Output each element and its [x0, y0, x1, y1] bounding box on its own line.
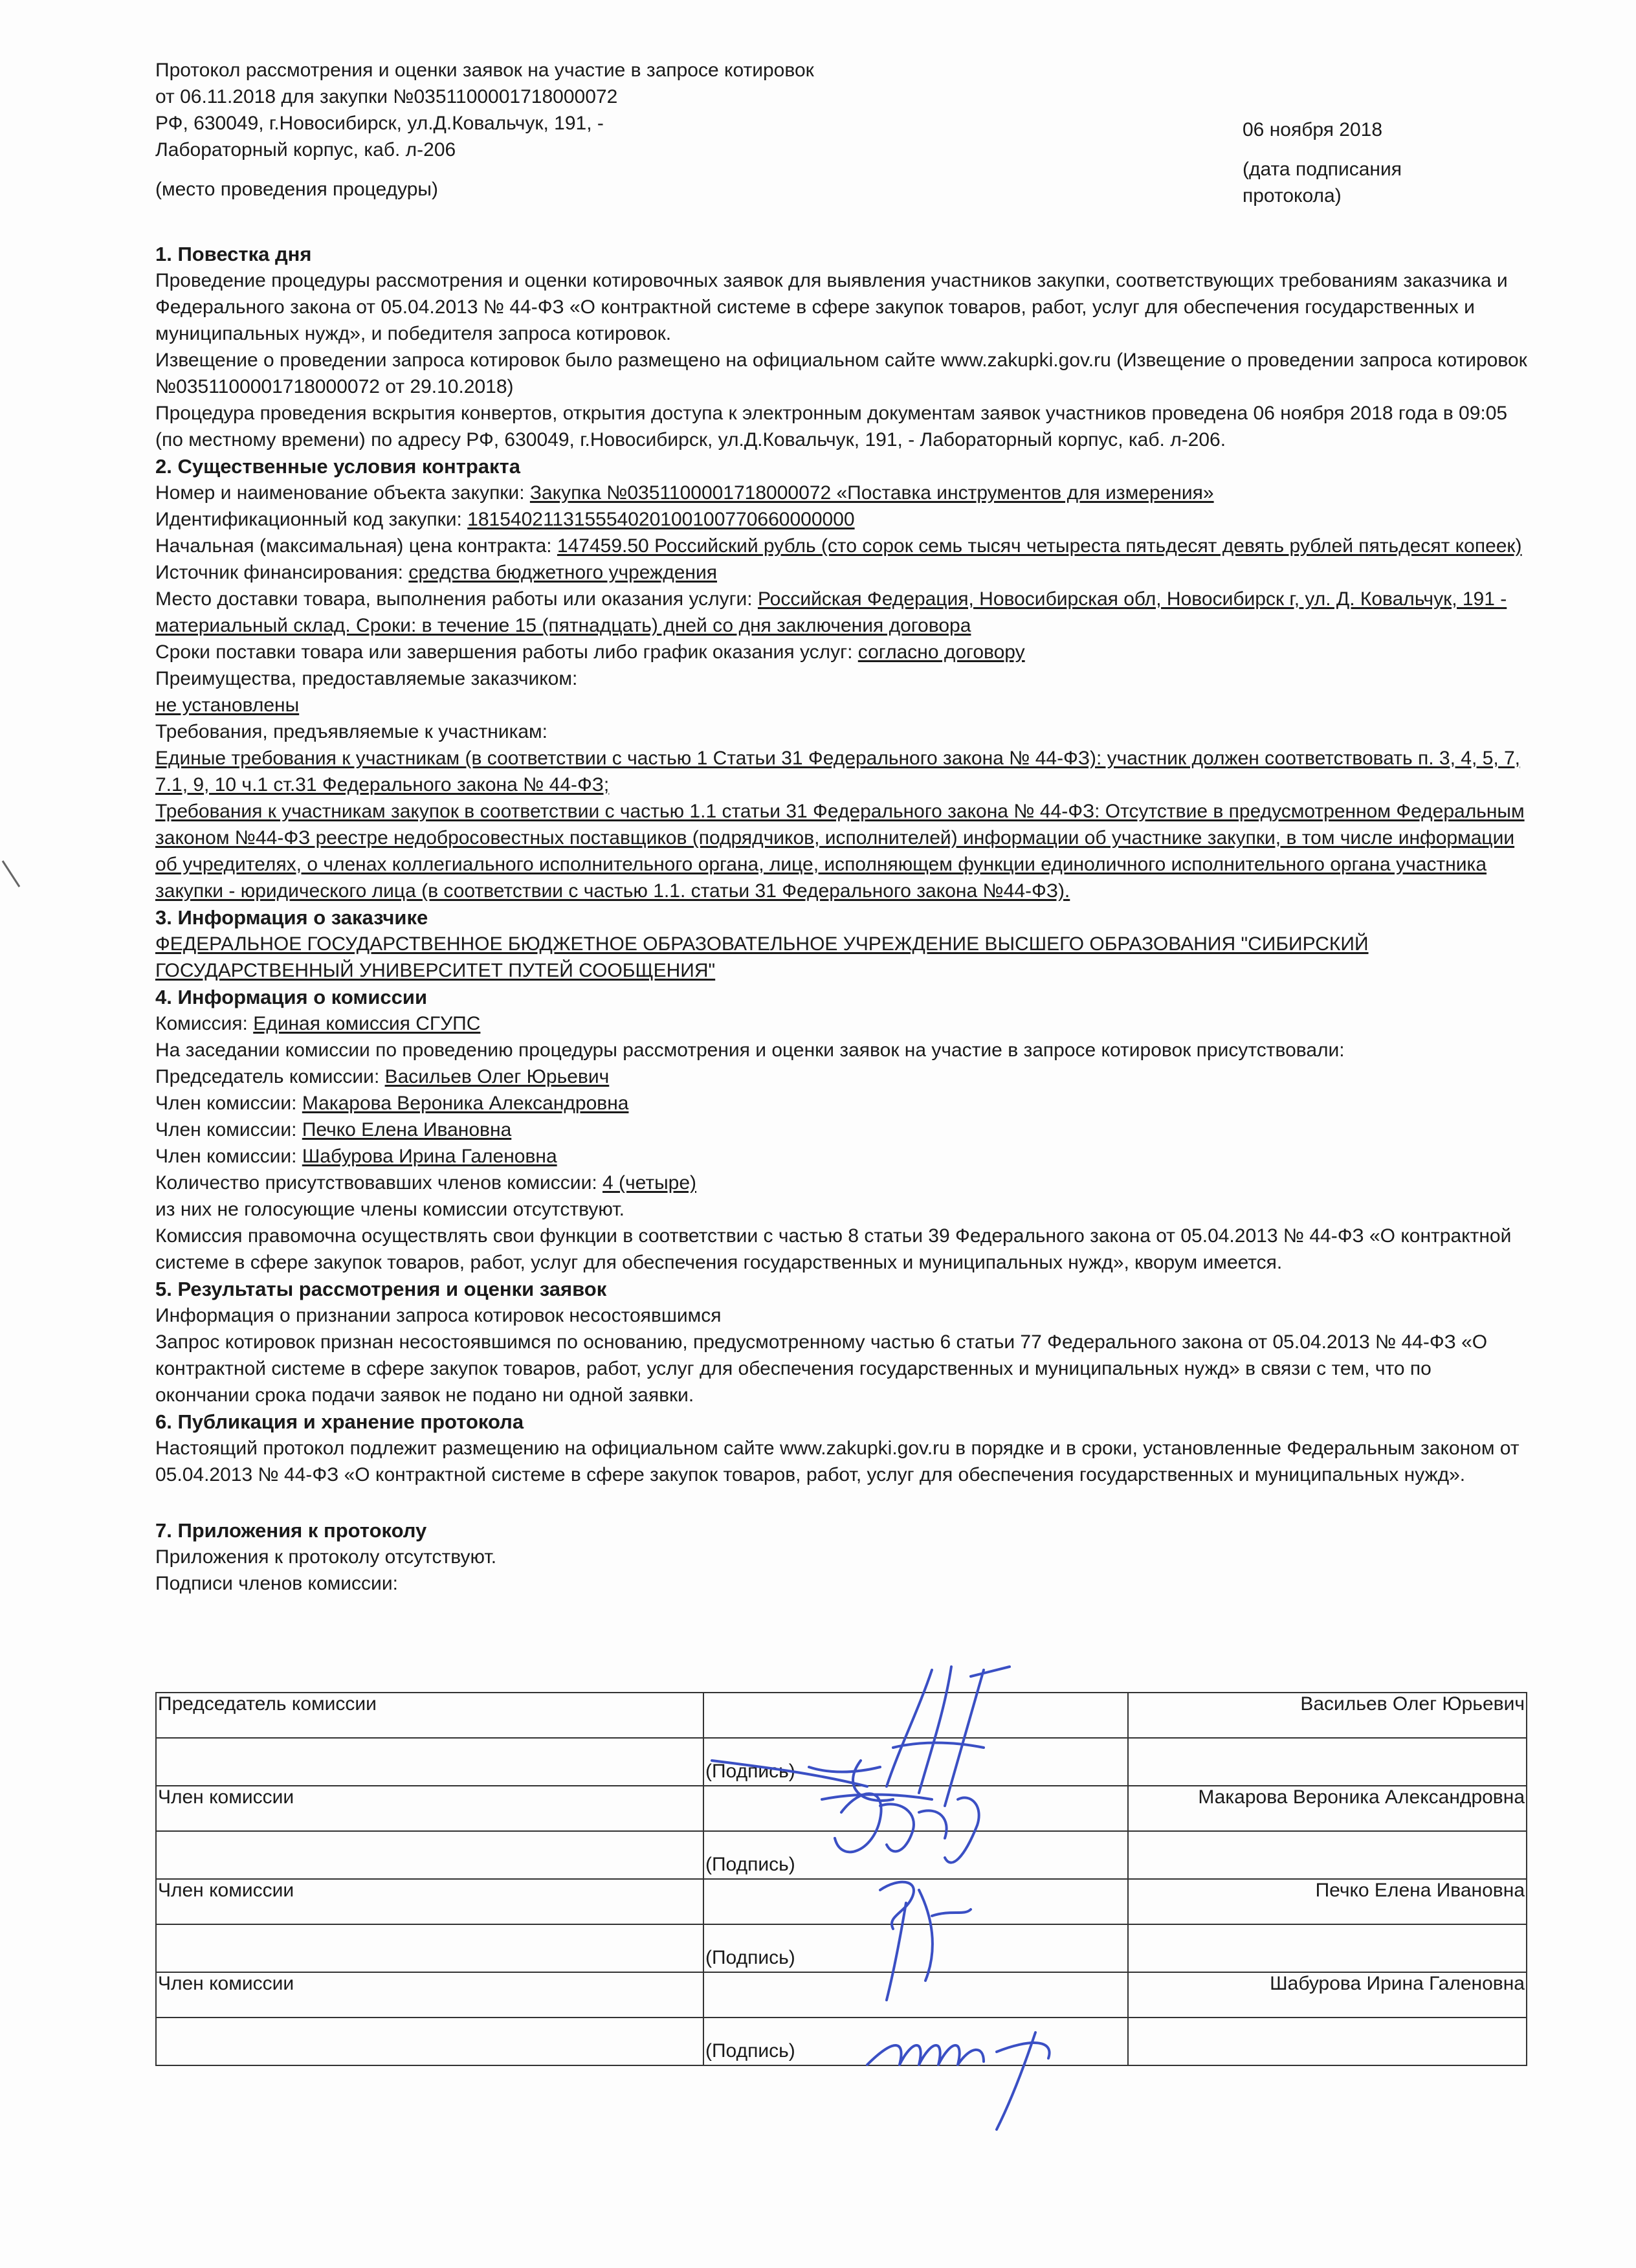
- paragraph: Запрос котировок признан несостоявшимся по основанию, предусмотренному частью 6 статьи 77 Федерального закона от 05.04.2013 № 44-ФЗ «О контрактной системе в сфере закупок товаров, работ, услуг для обеспечения государственных и муниципальных нужд» в связи с тем, что по окончании срока подачи заявок не подано ни одной заявки.: [155, 1331, 1488, 1406]
- paragraph: Информация о признании запроса котировок несостоявшимся: [155, 1305, 722, 1326]
- signature-field-row: [156, 2018, 1527, 2065]
- paragraph: Комиссия правомочна осуществлять свои функции в соответствии с частью 8 статьи 39 Федерального закона от 05.04.2013 № 44-ФЗ «О контрактной системе в сфере закупок товаров, работ, услуг для обеспечения государственных и муниципальных нужд», кворум имеется.: [155, 1225, 1512, 1273]
- protocol-header: [155, 57, 997, 203]
- paragraph: из них не голосующие члены комиссии отсутствуют.: [155, 1199, 625, 1220]
- paragraph: Приложения к протоколу отсутствуют.: [155, 1546, 497, 1568]
- member-row: [155, 1063, 1527, 1090]
- role-cell: Член комиссии: [156, 1786, 703, 1831]
- member-row: [155, 1090, 1527, 1117]
- place-caption: (место проведения процедуры): [155, 179, 438, 200]
- requirement: Требования к участникам закупок в соответствии с частью 1.1 статьи 31 Федерального закона № 44-ФЗ: Отсутствие в предусмотренном Федеральным законом №44-ФЗ реестре недобросовестных поставщиков (подрядчиков, исполнителей) информации об участнике закупки, в том числе информации об учредителях, о членах коллегиального исполнительного органа, лице, исполняющем функции единоличного исполнительного органа участника закупки - юридического лица (в соответствии с частью 1.1. статьи 31 Федерального закона №44-ФЗ).: [155, 801, 1525, 902]
- signing-date: 06 ноября 2018: [1243, 119, 1383, 140]
- empty-cell: [1128, 1738, 1527, 1786]
- scan-mark-line: [3, 861, 19, 887]
- member-role: Член комиссии:: [155, 1119, 302, 1140]
- paragraph: Проведение процедуры рассмотрения и оценки котировочных заявок для выявления участников закупки, соответствующих требованиям заказчика и Федерального закона от 05.04.2013 № 44-ФЗ «О контрактной системе в сфере закупок товаров, работ, услуг для обеспечения государственных и муниципальных нужд», и победителя запроса котировок.: [155, 270, 1508, 344]
- signature-role-row: [156, 1786, 1527, 1831]
- protocol-title-line: от 06.11.2018 для закупки №0351100001718000072: [155, 86, 618, 107]
- protocol-address-line: РФ, 630049, г.Новосибирск, ул.Д.Ковальчук, 191, -: [155, 113, 604, 134]
- field-value: не установлены: [155, 695, 300, 716]
- member-name: Шабурова Ирина Галеновна: [302, 1146, 557, 1167]
- signature-label: (Подпись): [703, 1738, 1128, 1786]
- signature-field-row: [156, 1831, 1527, 1879]
- empty-cell: [1128, 2018, 1527, 2065]
- field-value: Закупка №0351100001718000072 «Поставка инструментов для измерения»: [529, 482, 1214, 504]
- signature-label: (Подпись): [703, 2018, 1128, 2065]
- empty-cell: [703, 1879, 1128, 1924]
- field-label: Комиссия:: [155, 1013, 254, 1034]
- name-cell: Шабурова Ирина Галеновна: [1128, 1972, 1527, 2018]
- name-cell: Васильев Олег Юрьевич: [1128, 1693, 1527, 1738]
- field-label: Идентификационный код закупки:: [155, 509, 468, 530]
- section-title: 6. Публикация и хранение протокола: [155, 1410, 524, 1433]
- member-role: Член комиссии:: [155, 1093, 302, 1114]
- paragraph: Процедура проведения вскрытия конвертов, открытия доступа к электронным документам заявок участников проведена 06 ноября 2018 года в 09:05 (по местному времени) по адресу РФ, 630049, г.Новосибирск, ул.Д.Ковальчук, 191, - Лабораторный корпус, каб. л-206.: [155, 403, 1508, 450]
- member-name: Васильев Олег Юрьевич: [384, 1066, 610, 1087]
- member-row: [155, 1117, 1527, 1143]
- field-label: Требования, предъявляемые к участникам:: [155, 721, 548, 742]
- section-title: 7. Приложения к протоколу: [155, 1519, 427, 1542]
- field-row: [155, 1170, 1527, 1196]
- field-value: 147459.50 Российский рубль (сто сорок семь тысяч четыреста пятьдесят девять рублей пятьдесят копеек): [557, 535, 1522, 557]
- field-value: средства бюджетного учреждения: [408, 562, 717, 583]
- field-value: Единая комиссия СГУПС: [253, 1013, 481, 1034]
- field-value: 4 (четыре): [602, 1172, 696, 1194]
- signature-field-row: [156, 1924, 1527, 1972]
- field-label: Номер и наименование объекта закупки:: [155, 482, 530, 504]
- empty-cell: [156, 1831, 703, 1879]
- signature-table: [155, 1692, 1527, 2066]
- empty-cell: [156, 2018, 703, 2065]
- paragraph: Извещение о проведении запроса котировок было размещено на официальном сайте www.zakupki.gov.ru (Извещение о проведении запроса котировок №0351100001718000072 от 29.10.2018): [155, 350, 1527, 397]
- date-block: [1243, 117, 1488, 209]
- empty-cell: [156, 1924, 703, 1972]
- field-label: Начальная (максимальная) цена контракта:: [155, 535, 557, 557]
- field-row: [155, 506, 1527, 533]
- role-cell: Член комиссии: [156, 1879, 703, 1924]
- paragraph: На заседании комиссии по проведению процедуры рассмотрения и оценки заявок на участие в запросе котировок присутствовали:: [155, 1040, 1345, 1061]
- paragraph: Настоящий протокол подлежит размещению на официальном сайте www.zakupki.gov.ru в порядке и в сроки, установленные Федеральным законом от 05.04.2013 № 44-ФЗ «О контрактной системе в сфере закупок товаров, работ, услуг для обеспечения государственных и муниципальных нужд».: [155, 1438, 1520, 1485]
- name-cell: Печко Елена Ивановна: [1128, 1879, 1527, 1924]
- section-title: 2. Существенные условия контракта: [155, 455, 520, 478]
- field-label: Источник финансирования:: [155, 562, 409, 583]
- member-role: Член комиссии:: [155, 1146, 302, 1167]
- customer-name: ФЕДЕРАЛЬНОЕ ГОСУДАРСТВЕННОЕ БЮДЖЕТНОЕ ОБРАЗОВАТЕЛЬНОЕ УЧРЕЖДЕНИЕ ВЫСШЕГО ОБРАЗОВАНИЯ "СИБИРСКИЙ ГОСУДАРСТВЕННЫЙ УНИВЕРСИТЕТ ПУТЕЙ СООБЩЕНИЯ": [155, 933, 1369, 981]
- field-row: [155, 639, 1527, 665]
- empty-cell: [1128, 1831, 1527, 1879]
- field-row: [155, 480, 1527, 506]
- protocol-title-line: Протокол рассмотрения и оценки заявок на участие в запросе котировок: [155, 60, 814, 81]
- signature-role-row: [156, 1972, 1527, 2018]
- field-label: Место доставки товара, выполнения работы или оказания услуги:: [155, 588, 758, 610]
- field-row: [155, 1010, 1527, 1037]
- section-title: 1. Повестка дня: [155, 243, 312, 265]
- empty-cell: [156, 1738, 703, 1786]
- paragraph: Подписи членов комиссии:: [155, 1573, 398, 1594]
- section-title: 5. Результаты рассмотрения и оценки заявок: [155, 1278, 607, 1300]
- scan-mark: [0, 854, 39, 906]
- signature-role-row: [156, 1693, 1527, 1738]
- role-cell: Председатель комиссии: [156, 1693, 703, 1738]
- field-label: Количество присутствовавших членов комиссии:: [155, 1172, 602, 1194]
- field-row: [155, 533, 1527, 559]
- field-value: Российская Федерация, Новосибирская обл, Новосибирск г, ул. Д. Ковальчук, 191 - материальный склад. Сроки: в течение 15 (пятнадцать) дней со дня заключения договора: [155, 588, 1507, 636]
- field-row: [155, 586, 1527, 639]
- date-caption: (дата подписания протокола): [1243, 159, 1402, 206]
- member-name: Печко Елена Ивановна: [302, 1119, 512, 1140]
- requirement: Единые требования к участникам (в соответствии с частью 1 Статьи 31 Федерального закона № 44-ФЗ): участник должен соответствовать п. 3, 4, 5, 7, 7.1, 9, 10 ч.1 ст.31 Федерального закона № 44-ФЗ;: [155, 748, 1521, 795]
- signature-label: (Подпись): [703, 1831, 1128, 1879]
- field-value: 181540211315554020100100770660000000: [467, 509, 855, 530]
- role-cell: Член комиссии: [156, 1972, 703, 2018]
- empty-cell: [1128, 1924, 1527, 1972]
- signature-field-row: [156, 1738, 1527, 1786]
- section-title: 4. Информация о комиссии: [155, 986, 427, 1008]
- member-name: Макарова Вероника Александровна: [302, 1093, 629, 1114]
- empty-cell: [703, 1972, 1128, 2018]
- member-row: [155, 1143, 1527, 1170]
- field-label: Сроки поставки товара или завершения работы либо график оказания услуг:: [155, 641, 858, 663]
- name-cell: Макарова Вероника Александровна: [1128, 1786, 1527, 1831]
- field-row: [155, 559, 1527, 586]
- member-role: Председатель комиссии:: [155, 1066, 385, 1087]
- empty-cell: [703, 1693, 1128, 1738]
- empty-cell: [703, 1786, 1128, 1831]
- protocol-body: [155, 241, 1527, 1597]
- protocol-address-line: Лабораторный корпус, каб. л-206: [155, 139, 456, 161]
- field-value: согласно договору: [857, 641, 1025, 663]
- signature-label: (Подпись): [703, 1924, 1128, 1972]
- section-title: 3. Информация о заказчике: [155, 906, 428, 929]
- signature-role-row: [156, 1879, 1527, 1924]
- field-label: Преимущества, предоставляемые заказчиком:: [155, 668, 578, 689]
